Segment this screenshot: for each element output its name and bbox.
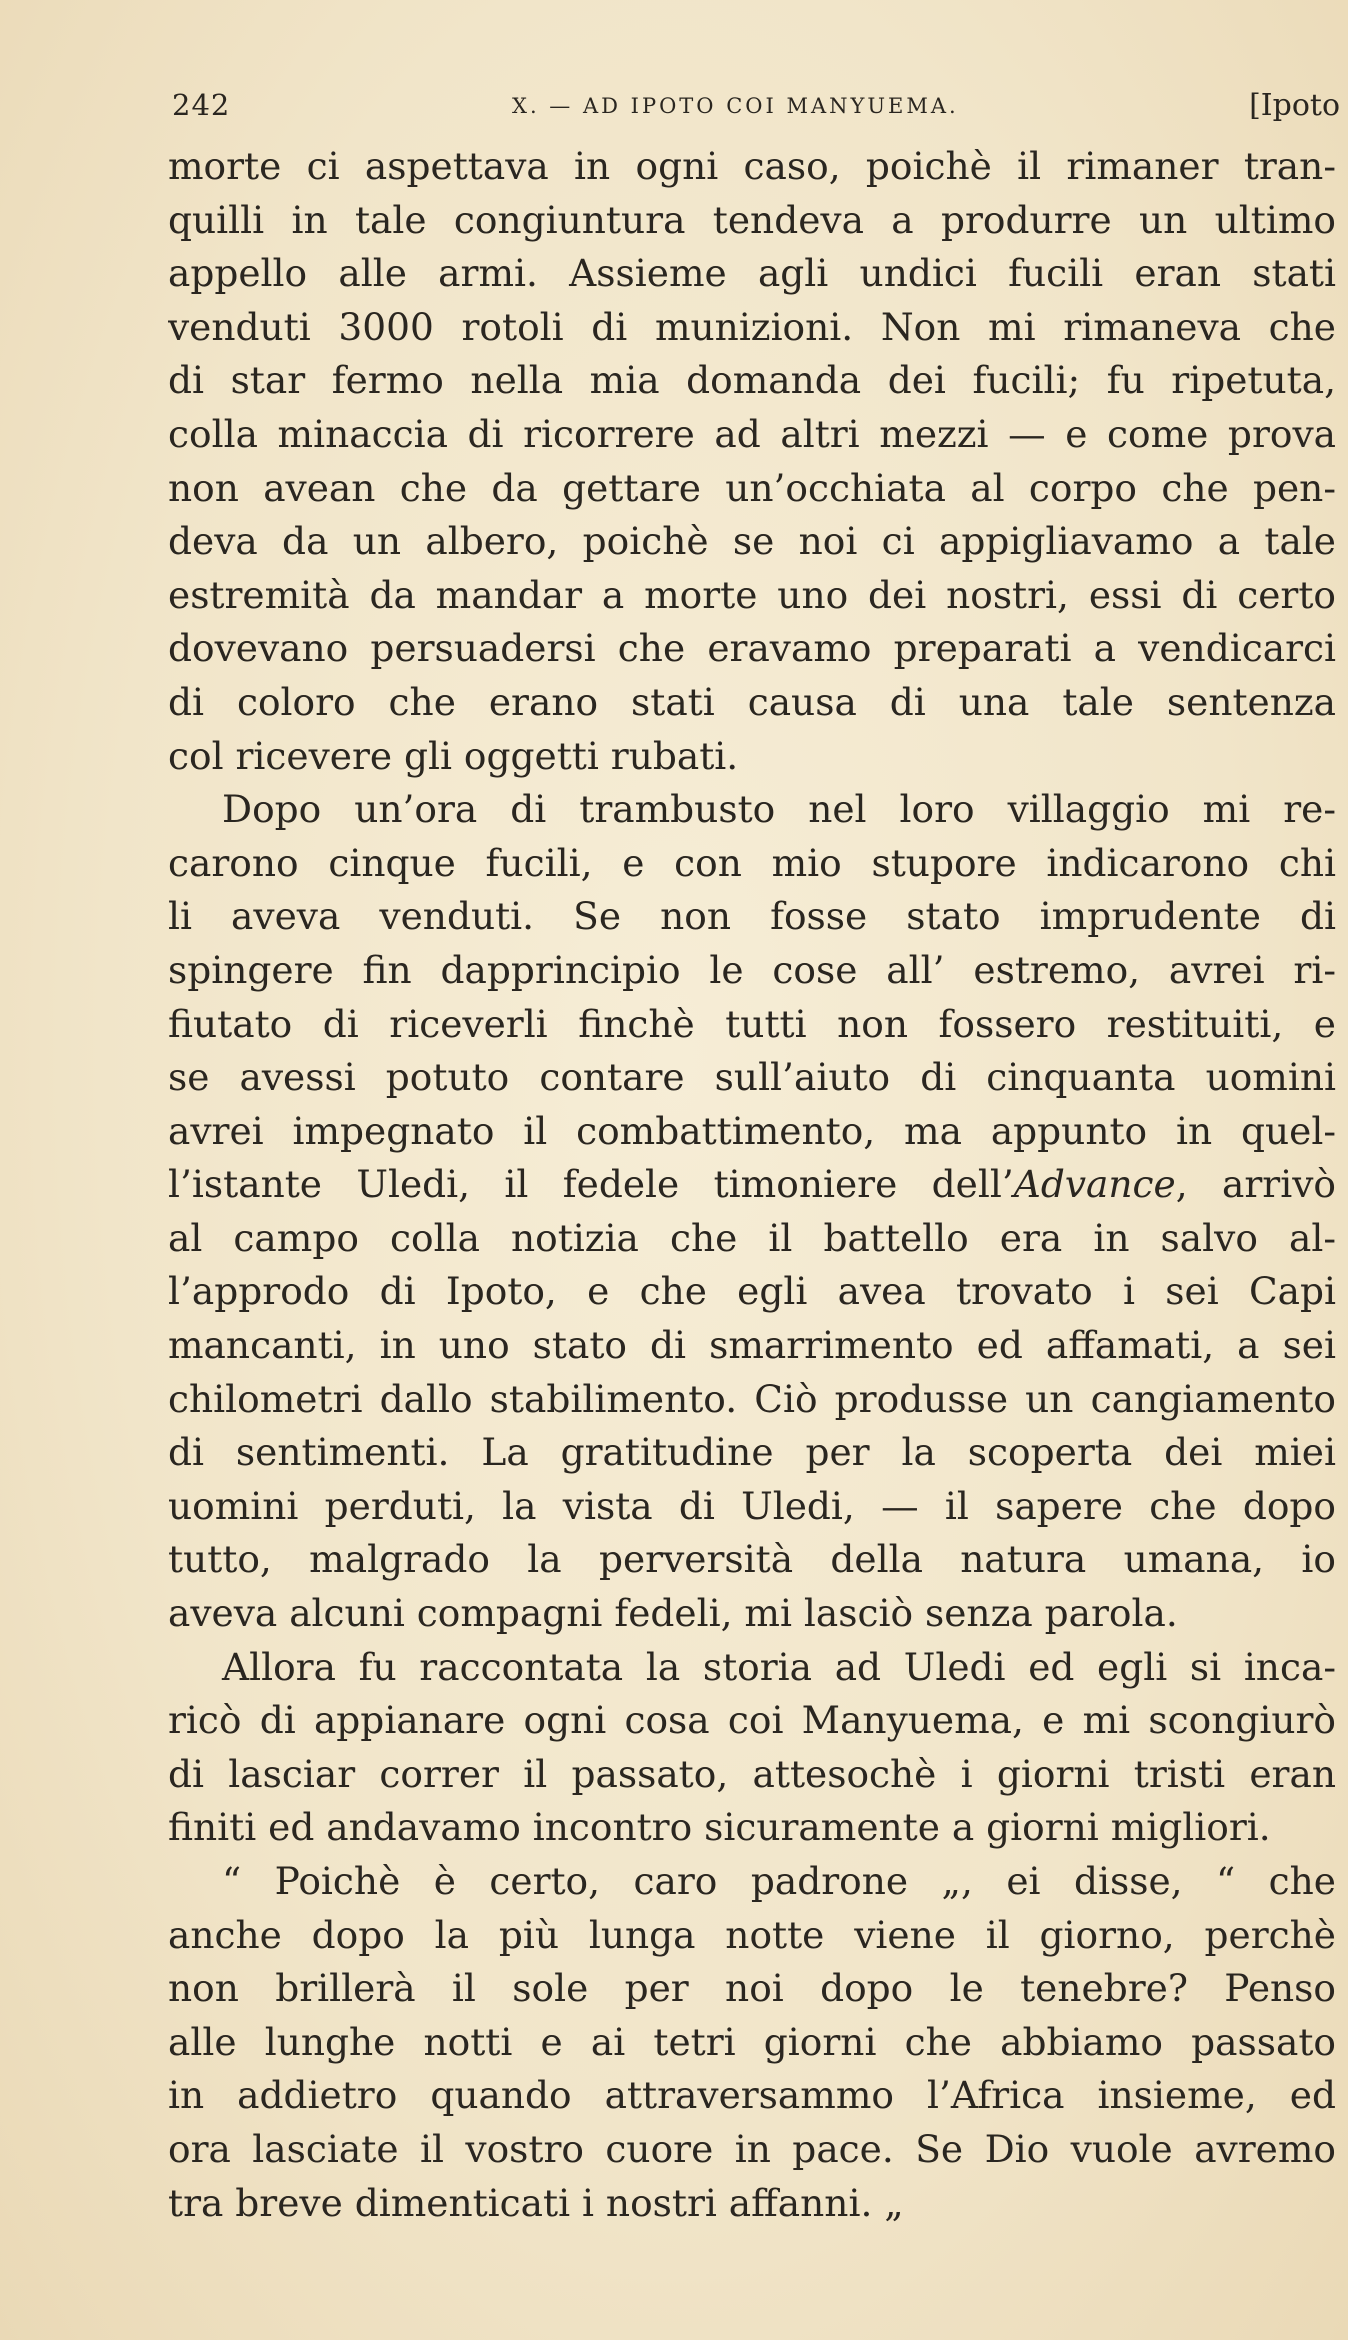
text-line-content: li aveva venduti. Se non fosse stato imprudente di: [168, 894, 1336, 939]
page-number: 242: [172, 88, 231, 122]
text-line: [168, 676, 1336, 730]
text-line-content: avrei impegnato il combattimento, ma appunto in quel-: [168, 1108, 1336, 1153]
page-header: [172, 88, 1340, 128]
text-line-content: appello alle armi. Assieme agli undici fucili eran stati: [168, 251, 1336, 296]
text-line: [168, 1373, 1336, 1427]
text-line-content: uomini perduti, la vista di Uledi, — il sapere che dopo: [168, 1483, 1336, 1528]
text-line: [168, 1641, 1336, 1695]
text-line: [168, 2177, 1336, 2231]
text-line-content: spingere fin dapprincipio le cose all’ estremo, avrei ri-: [168, 947, 1336, 992]
text-line-content: colla minaccia di ricorrere ad altri mezzi — e come prova: [168, 411, 1336, 456]
text-line-content: Dopo un’ora di trambusto nel loro villaggio mi re-: [222, 787, 1336, 832]
text-line: [168, 1748, 1336, 1802]
text-line: [168, 1051, 1336, 1105]
side-mark: [Ipoto: [1249, 88, 1340, 123]
text-line: [168, 944, 1336, 998]
text-line-content: Allora fu raccontata la storia ad Uledi ed egli si inca-: [222, 1644, 1336, 1689]
text-line-content: aveva alcuni compagni fedeli, mi lasciò senza parola.: [168, 1591, 1178, 1636]
text-line-content: l’approdo di Ipoto, e che egli avea trovato i sei Capi: [168, 1269, 1336, 1314]
text-line: [168, 2123, 1336, 2177]
text-line: [168, 1962, 1336, 2016]
text-line-content: in addietro quando attraversammo l’Africa insieme, ed: [168, 2073, 1336, 2118]
text-line-content: tutto, malgrado la perversità della natura umana, io: [168, 1537, 1336, 1582]
text-line: [168, 2016, 1336, 2070]
text-line: [168, 1909, 1336, 1963]
text-line-content: se avessi potuto contare sull’aiuto di cinquanta uomini: [168, 1055, 1336, 1100]
text-line: [168, 1212, 1336, 1266]
text-line: [168, 730, 1336, 784]
text-line-tail: , arrivò: [1175, 1162, 1336, 1207]
text-line-content: dovevano persuadersi che eravamo preparati a vendicarci: [168, 626, 1336, 671]
text-line: [168, 1533, 1336, 1587]
text-line-content: venduti 3000 rotoli di munizioni. Non mi rimaneva che: [168, 304, 1336, 349]
text-line: [168, 2069, 1336, 2123]
text-line-content: anche dopo la più lunga notte viene il giorno, perchè: [168, 1912, 1336, 1957]
text-line-content: di sentimenti. La gratitudine per la scoperta dei miei: [168, 1430, 1336, 1475]
text-line: [168, 1426, 1336, 1480]
text-line-content: di lasciar correr il passato, attesochè i giorni tristi eran: [168, 1751, 1336, 1796]
text-line: [168, 1587, 1336, 1641]
text-line-content: non brillerà il sole per noi dopo le tenebre? Penso: [168, 1966, 1336, 2011]
text-line: [168, 194, 1336, 248]
text-line: [168, 247, 1336, 301]
text-line-content: al campo colla notizia che il battello era in salvo al-: [168, 1215, 1336, 1260]
text-line-content: non avean che da gettare un’occhiata al corpo che pen-: [168, 465, 1336, 510]
text-line-content: morte ci aspettava in ogni caso, poichè il rimaner tran-: [168, 144, 1336, 188]
text-line: [168, 1158, 1336, 1212]
text-line: [168, 1801, 1336, 1855]
text-line: [168, 1105, 1336, 1159]
text-line-content: finiti ed andavamo incontro sicuramente a giorni migliori.: [168, 1805, 1271, 1850]
text-line: [168, 301, 1336, 355]
text-line-content: carono cinque fucili, e con mio stupore indicarono chi: [168, 840, 1336, 885]
text-line-content: “ Poichè è certo, caro padrone „, ei disse, “ che: [222, 1859, 1336, 1903]
text-line-content: alle lunghe notti e ai tetri giorni che abbiamo passato: [168, 2019, 1336, 2064]
text-line-content: l’istante Uledi, il fedele timoniere dell’: [168, 1162, 1014, 1207]
text-line: [168, 1480, 1336, 1534]
body-text: [168, 140, 1336, 2230]
text-line-content: estremità da mandar a morte uno dei nostri, essi di certo: [168, 572, 1336, 617]
text-line: [168, 1855, 1336, 1909]
text-line: [168, 408, 1336, 462]
text-line-content: deva da un albero, poichè se noi ci appigliavamo a tale: [168, 519, 1336, 564]
text-line: [168, 783, 1336, 837]
text-line: [168, 569, 1336, 623]
text-line: [168, 462, 1336, 516]
text-line-content: tra breve dimenticati i nostri affanni. „: [168, 2180, 904, 2225]
text-line-content: chilometri dallo stabilimento. Ciò produsse un cangiamento: [168, 1376, 1336, 1421]
text-line-content: col ricevere gli oggetti rubati.: [168, 733, 739, 778]
text-line: [168, 1694, 1336, 1748]
text-line-content: fiutato di riceverli finchè tutti non fossero restituiti, e: [168, 1001, 1336, 1046]
text-line-content: mancanti, in uno stato di smarrimento ed affamati, a sei: [168, 1323, 1336, 1368]
text-line: [168, 622, 1336, 676]
text-line-content: ora lasciate il vostro cuore in pace. Se Dio vuole avremo: [168, 2126, 1336, 2171]
text-line-content: ricò di appianare ogni cosa coi Manyuema, e mi scongiurò: [168, 1698, 1336, 1743]
text-line: [168, 998, 1336, 1052]
italic-ship-name: Advance: [1013, 1162, 1176, 1207]
running-title: X. — AD IPOTO COI MANYUEMA.: [512, 94, 959, 118]
text-line-content: quilli in tale congiuntura tendeva a produrre un ultimo: [168, 197, 1336, 242]
text-line-content: di coloro che erano stati causa di una tale sentenza: [168, 679, 1336, 724]
text-line: [168, 890, 1336, 944]
text-line: [168, 1319, 1336, 1373]
text-line: [168, 515, 1336, 569]
text-line: [168, 837, 1336, 891]
text-line: [168, 354, 1336, 408]
text-line-content: di star fermo nella mia domanda dei fucili; fu ripetuta,: [168, 358, 1336, 403]
text-line: [168, 140, 1336, 194]
text-line: [168, 1265, 1336, 1319]
